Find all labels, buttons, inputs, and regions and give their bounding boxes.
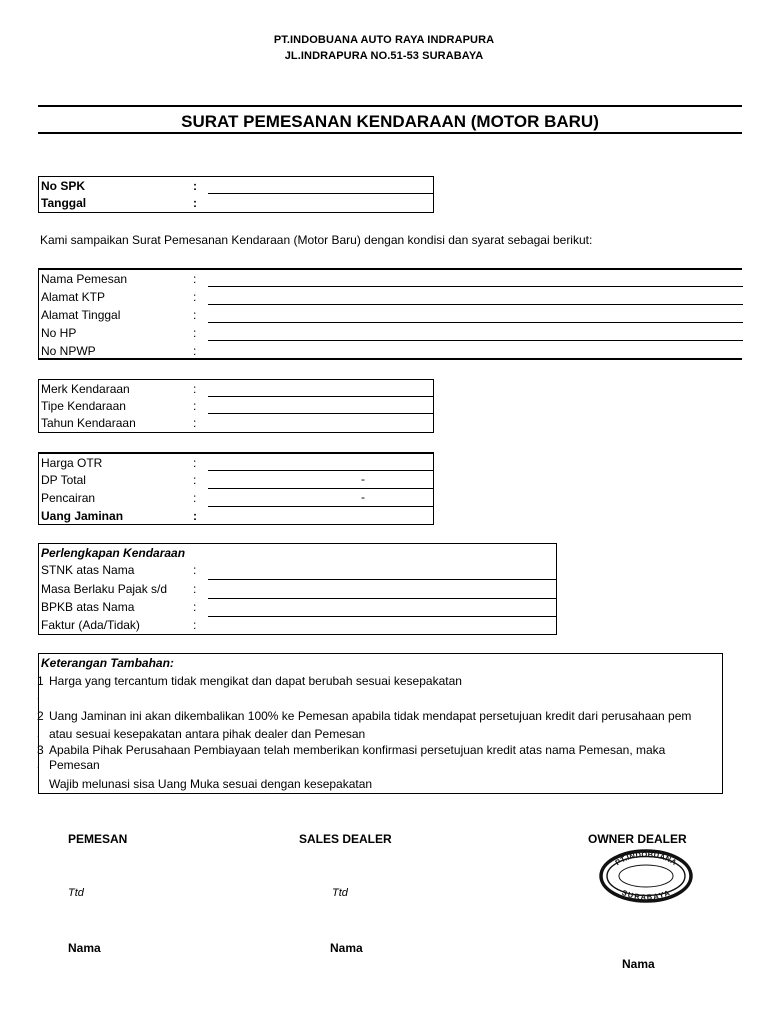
colon: :	[193, 290, 197, 304]
signature-pemesan-nama: Nama	[68, 941, 101, 955]
vehicle-box	[38, 379, 434, 433]
equipment-box	[38, 543, 557, 635]
colon: :	[193, 399, 197, 413]
nama-pemesan-field[interactable]	[208, 286, 743, 287]
merk-kendaraan-field[interactable]	[208, 396, 434, 397]
customer-box	[38, 268, 742, 360]
spk-box	[38, 176, 434, 213]
note-2-text: Uang Jaminan ini akan dikembalikan 100% ke Pemesan apabila tidak mendapat persetujuan kredit dari perusahaan pem	[49, 709, 692, 723]
colon: :	[193, 491, 197, 505]
colon: :	[193, 308, 197, 322]
document-title: SURAT PEMESANAN KENDARAAN (MOTOR BARU)	[181, 112, 599, 131]
tanggal-label: Tanggal	[41, 196, 87, 210]
signature-pemesan-heading: PEMESAN	[68, 832, 128, 846]
colon: :	[193, 326, 197, 340]
tipe-kendaraan-label: Tipe Kendaraan	[41, 399, 126, 413]
title-rule-top	[38, 105, 742, 107]
colon: :	[193, 563, 197, 577]
no-hp-field[interactable]	[208, 340, 743, 341]
tahun-kendaraan-label: Tahun Kendaraan	[41, 416, 136, 430]
signature-sales-ttd: Ttd	[332, 887, 348, 899]
harga-otr-label: Harga OTR	[41, 456, 103, 470]
note-3-continuation: Pemesan	[49, 758, 100, 772]
note-1-text: Harga yang tercantum tidak mengikat dan dapat berubah sesuai kesepakatan	[49, 674, 462, 688]
dp-total-value: -	[361, 472, 365, 486]
stnk-label: STNK atas Nama	[41, 563, 135, 577]
bpkb-label: BPKB atas Nama	[41, 600, 135, 614]
company-stamp	[598, 849, 694, 903]
alamat-tinggal-field[interactable]	[208, 322, 743, 323]
signature-sales-nama: Nama	[330, 941, 363, 955]
tipe-kendaraan-field[interactable]	[208, 413, 434, 414]
colon: :	[193, 416, 197, 430]
payment-box	[38, 452, 434, 525]
pencairan-label: Pencairan	[41, 491, 96, 505]
note-3-continuation-2: Wajib melunasi sisa Uang Muka sesuai dengan kesepakatan	[49, 777, 373, 791]
signature-owner-nama: Nama	[622, 957, 655, 971]
no-hp-label: No HP	[41, 326, 77, 340]
colon: :	[193, 179, 197, 193]
harga-otr-field[interactable]	[208, 470, 434, 471]
note-marker: .	[37, 729, 40, 739]
colon: :	[193, 582, 197, 596]
colon: :	[193, 344, 197, 358]
alamat-ktp-label: Alamat KTP	[41, 290, 106, 304]
colon: :	[193, 196, 197, 210]
notes-heading: Keterangan Tambahan:	[41, 656, 174, 670]
stnk-field[interactable]	[208, 579, 557, 580]
pencairan-value: -	[361, 490, 365, 504]
masa-pajak-field[interactable]	[208, 598, 557, 599]
alamat-tinggal-label: Alamat Tinggal	[41, 308, 121, 322]
colon: :	[193, 272, 197, 286]
equipment-heading: Perlengkapan Kendaraan	[41, 546, 186, 560]
alamat-ktp-field[interactable]	[208, 304, 743, 305]
title-rule-bottom	[38, 132, 742, 134]
colon: :	[193, 456, 197, 470]
masa-pajak-label: Masa Berlaku Pajak s/d	[41, 582, 168, 596]
note-3-number: 3	[37, 743, 44, 757]
merk-kendaraan-label: Merk Kendaraan	[41, 382, 130, 396]
note-marker: .	[37, 760, 40, 770]
note-2-continuation: atau sesuai kesepakatan antara pihak dealer dan Pemesan	[49, 727, 366, 741]
dp-total-field[interactable]	[208, 488, 434, 489]
no-npwp-label: No NPWP	[41, 344, 96, 358]
company-address: JL.INDRAPURA NO.51-53 SURABAYA	[284, 50, 484, 62]
svg-text:PT.INDOBUANA: PT.INDOBUANA	[613, 849, 679, 868]
colon: :	[193, 618, 197, 632]
dp-total-label: DP Total	[41, 473, 86, 487]
colon: :	[193, 473, 197, 487]
intro-text: Kami sampaikan Surat Pemesanan Kendaraan (Motor Baru) dengan kondisi dan syarat sebagai berikut:	[40, 233, 593, 247]
note-2-number: 2	[37, 709, 44, 723]
pencairan-field[interactable]	[208, 506, 434, 507]
note-3-text: Apabila Pihak Perusahaan Pembiayaan telah memberikan konfirmasi persetujuan kredit atas nama Pemesan, maka	[49, 743, 666, 757]
colon: :	[193, 600, 197, 614]
no-spk-field[interactable]	[208, 193, 434, 194]
note-marker: .	[37, 691, 40, 701]
no-spk-label: No SPK	[41, 179, 86, 193]
faktur-label: Faktur (Ada/Tidak)	[41, 618, 140, 632]
colon: :	[193, 382, 197, 396]
svg-text:SURABAYA: SURABAYA	[620, 887, 672, 902]
company-name: PT.INDOBUANA AUTO RAYA INDRAPURA	[273, 34, 495, 46]
signature-pemesan-ttd: Ttd	[68, 887, 84, 899]
colon: :	[193, 509, 197, 523]
signature-owner-heading: OWNER DEALER	[588, 832, 687, 846]
uang-jaminan-label: Uang Jaminan	[41, 509, 124, 523]
note-1-number: 1	[37, 674, 44, 688]
nama-pemesan-label: Nama Pemesan	[41, 272, 128, 286]
bpkb-field[interactable]	[208, 616, 557, 617]
signature-sales-heading: SALES DEALER	[299, 832, 392, 846]
